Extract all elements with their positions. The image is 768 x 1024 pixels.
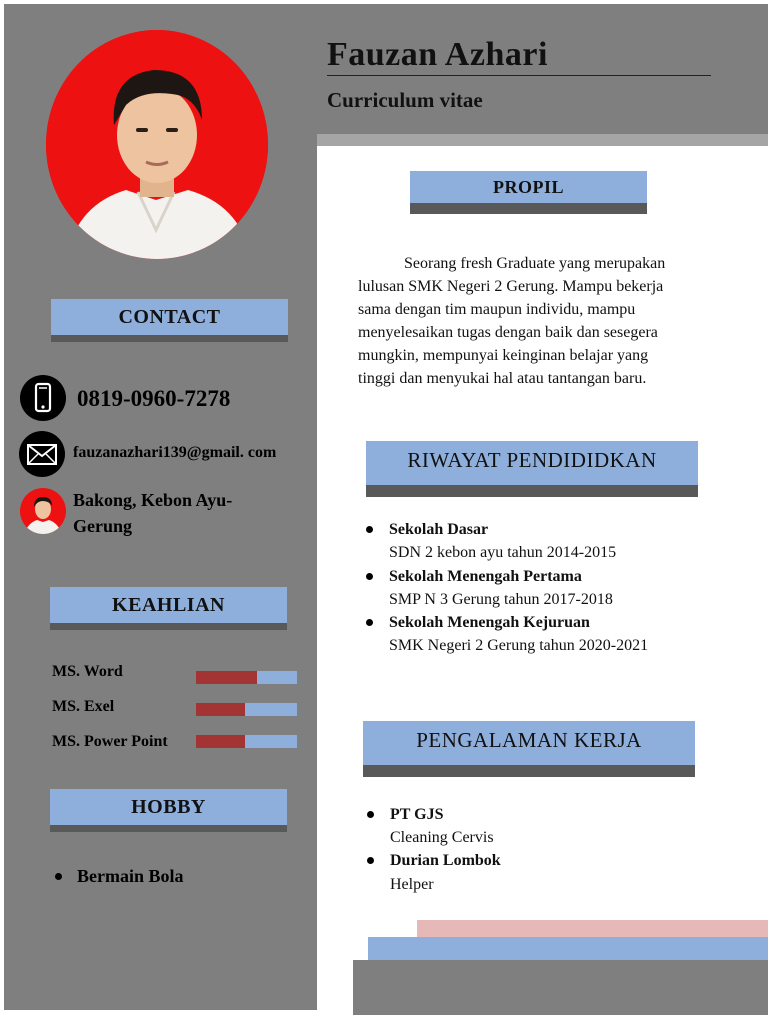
education-heading: RIWAYAT PENDIDIDKAN: [366, 441, 698, 485]
skill-bar: [196, 735, 297, 748]
education-detail: SMK Negeri 2 Gerung tahun 2020-2021: [389, 637, 649, 654]
profile-line: tinggi dan menyukai hal atau tantangan baru.: [358, 370, 647, 387]
profile-photo: [46, 30, 268, 259]
avatar-icon: [20, 488, 66, 534]
bullet: [367, 811, 374, 818]
experience-company: PT GJS: [390, 806, 444, 823]
phone-number: 0819-0960-7278: [77, 386, 231, 411]
candidate-name: Fauzan Azhari: [327, 36, 548, 73]
experience-role: Cleaning Cervis: [390, 829, 494, 846]
education-detail: SDN 2 kebon ayu tahun 2014-2015: [389, 544, 617, 561]
hobby-heading: HOBBY: [50, 789, 287, 825]
skill-label: MS. Power Point: [52, 733, 168, 750]
bullet: [366, 526, 373, 533]
decor-gray-block: [353, 960, 768, 1015]
decor-pink-strip: [417, 920, 768, 938]
experience-company: Durian Lombok: [390, 852, 501, 869]
bullet: [55, 873, 62, 880]
education-level: Sekolah Menengah Pertama: [389, 568, 582, 585]
skill-bar: [196, 703, 297, 716]
header-strip: [317, 134, 768, 146]
address-line-1: Bakong, Kebon Ayu-: [73, 490, 233, 510]
document-subtitle: Curriculum vitae: [327, 88, 483, 112]
phone-icon: [20, 375, 66, 421]
hobby-item: Bermain Bola: [77, 866, 184, 886]
skill-label: MS. Word: [52, 663, 123, 680]
profile-heading: PROPIL: [410, 171, 647, 203]
skills-heading: KEAHLIAN: [50, 587, 287, 623]
education-level: Sekolah Dasar: [389, 521, 489, 538]
skill-bar-fill: [196, 735, 245, 748]
skill-label: MS. Exel: [52, 698, 115, 715]
bullet: [367, 857, 374, 864]
skill-bar-fill: [196, 671, 257, 684]
profile-line: mungkin, mempunyai keinginan belajar yang: [358, 347, 649, 364]
profile-line: Seorang fresh Graduate yang merupakan: [404, 255, 666, 272]
decor-blue-strip: [368, 937, 768, 961]
email-address: fauzanazhari139@gmail. com: [73, 444, 277, 461]
contact-heading: CONTACT: [51, 299, 288, 335]
experience-heading: PENGALAMAN KERJA: [363, 721, 695, 765]
profile-line: sama dengan tim maupun individu, mampu: [358, 301, 636, 318]
mail-icon: [19, 431, 65, 477]
education-detail: SMP N 3 Gerung tahun 2017-2018: [389, 591, 613, 608]
skill-bar: [196, 671, 297, 684]
bullet: [366, 573, 373, 580]
name-underline: [327, 75, 711, 76]
bullet: [366, 619, 373, 626]
skill-bar-fill: [196, 703, 245, 716]
profile-line: menyelesaikan tugas dengan baik dan sesegera: [358, 324, 658, 341]
profile-line: lulusan SMK Negeri 2 Gerung. Mampu bekerja: [358, 278, 664, 295]
education-level: Sekolah Menengah Kejuruan: [389, 614, 590, 631]
experience-role: Helper: [390, 876, 434, 893]
profile-text: [358, 252, 718, 390]
address-line-2: Gerung: [73, 516, 133, 536]
